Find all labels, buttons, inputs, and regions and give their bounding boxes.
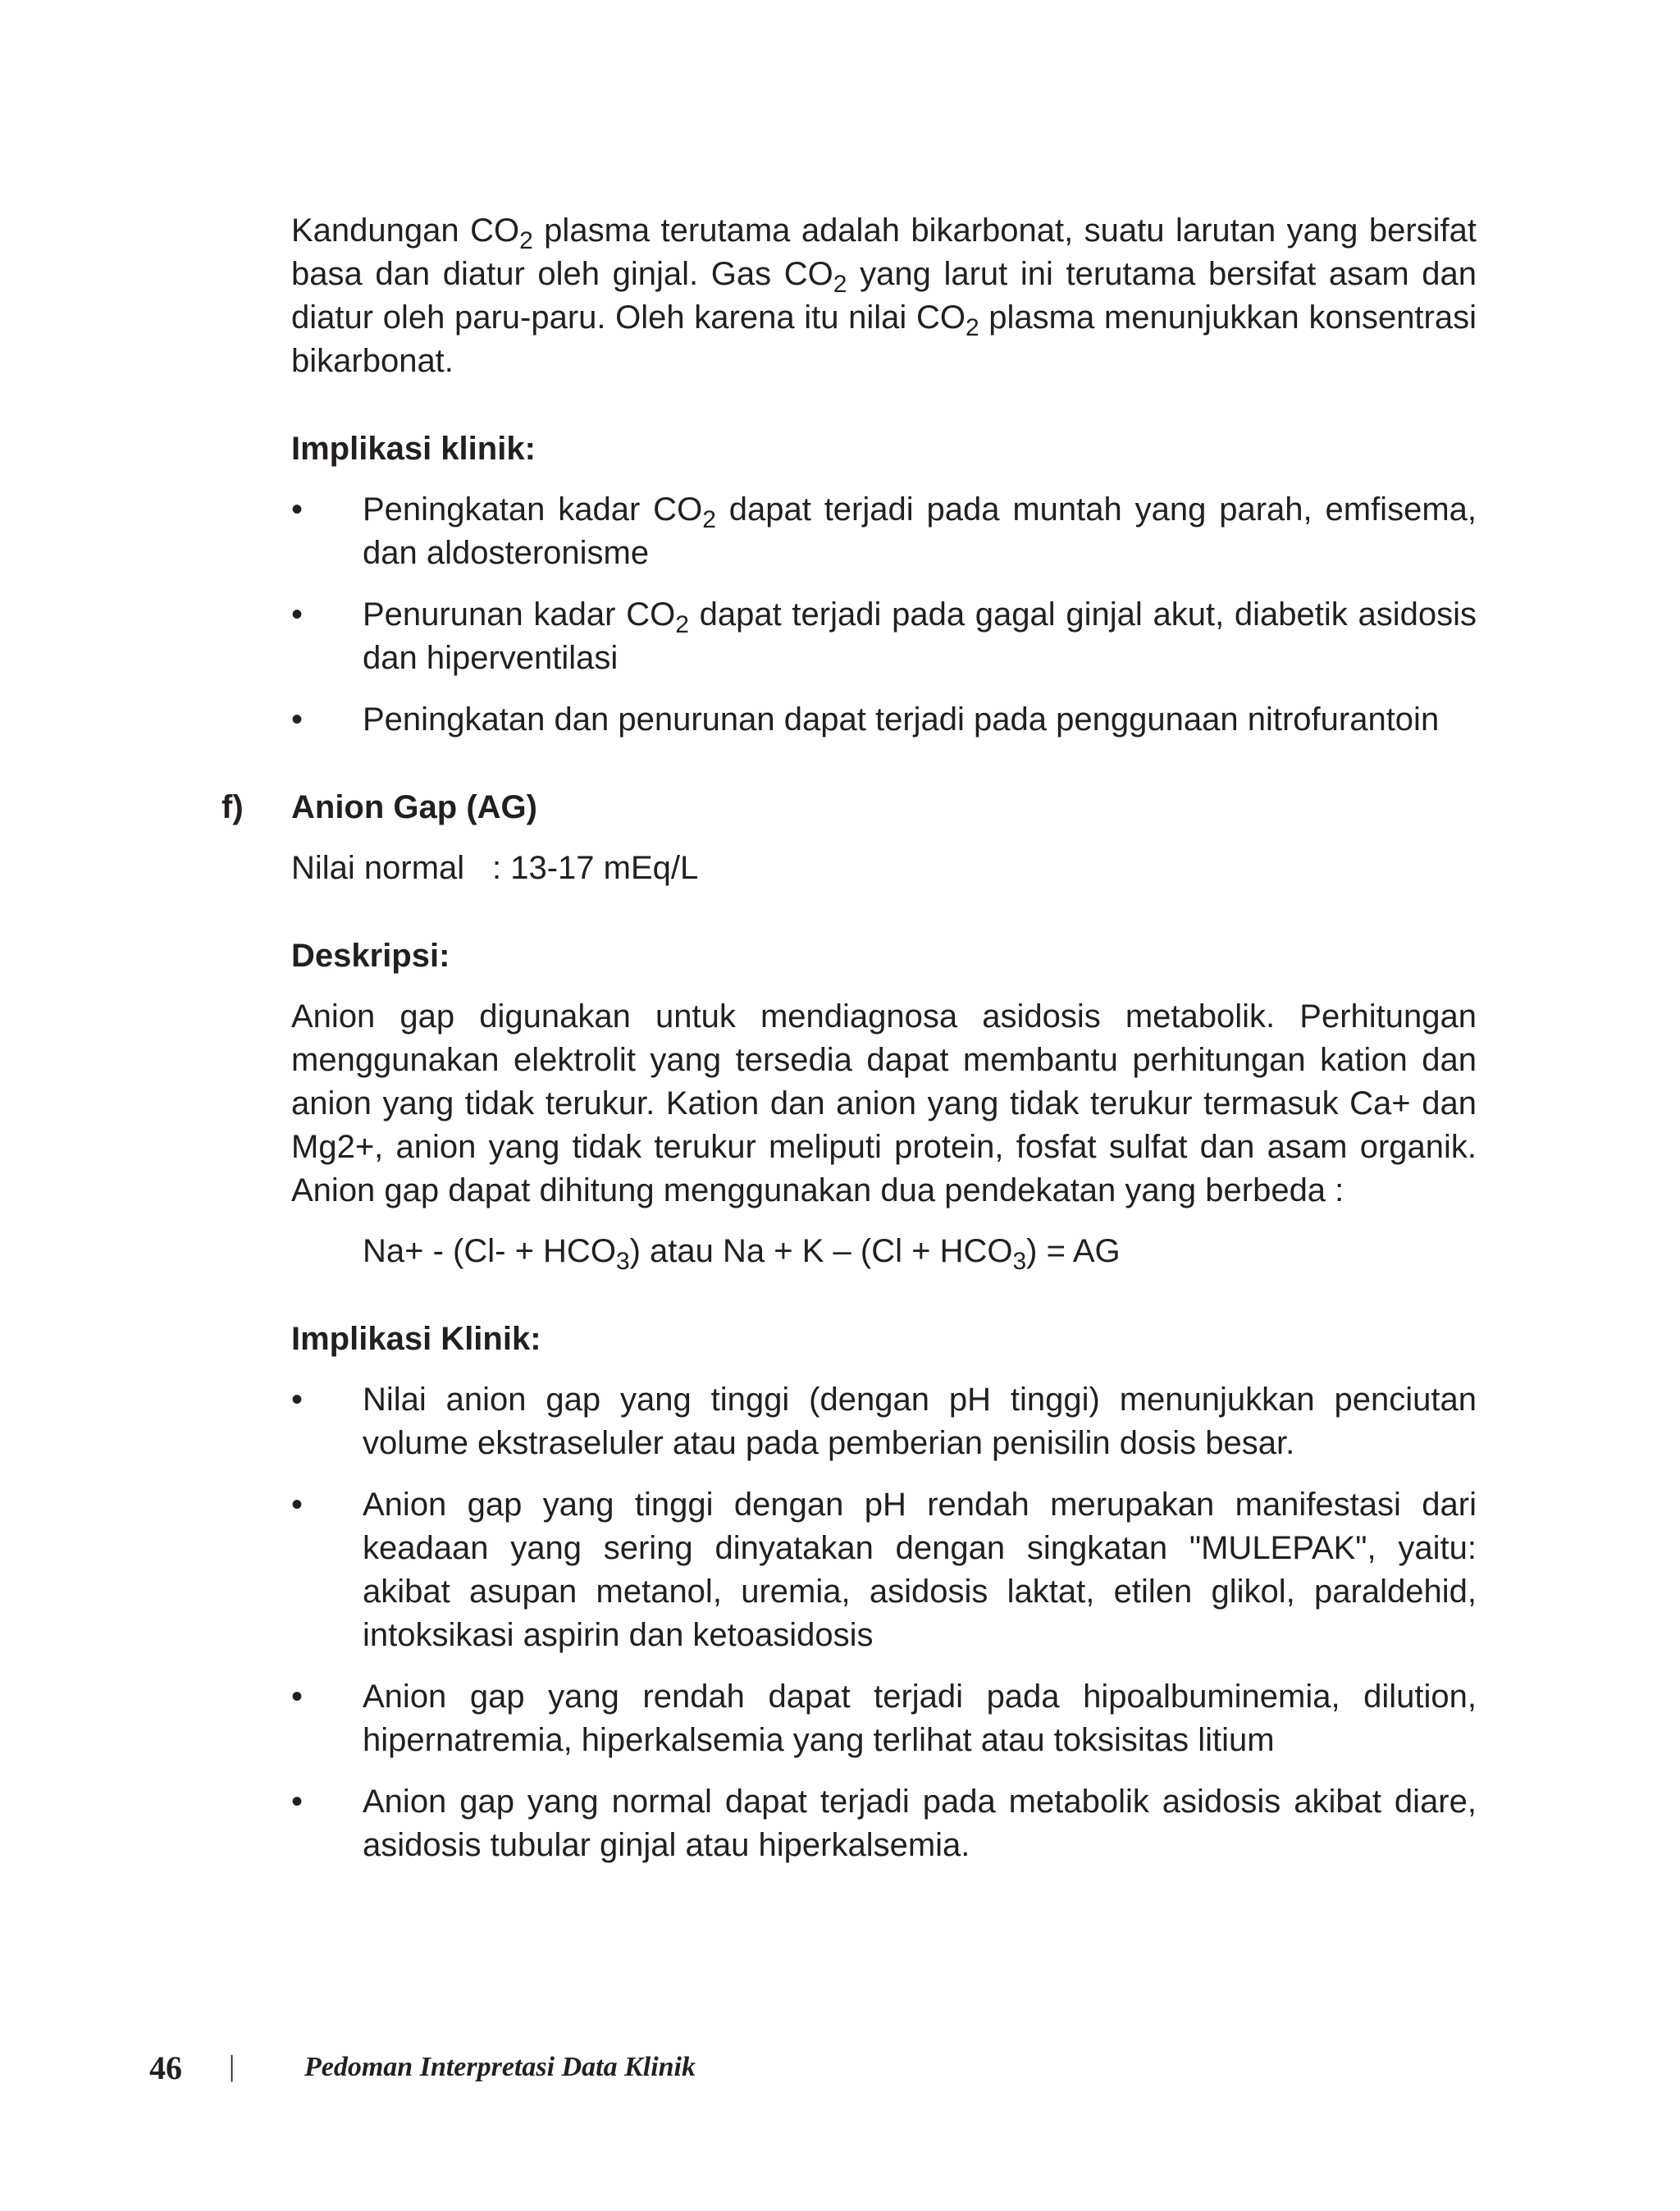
implikasi-klinik-2-list bbox=[291, 1378, 1477, 1867]
section-title: f) Anion Gap (AG) bbox=[291, 786, 1477, 829]
section-letter: f) bbox=[221, 789, 244, 825]
deskripsi-paragraph: Anion gap digunakan untuk mendiagnosa asidosis metabolik. Perhitungan menggunakan elektrolit yang tersedia dapat membantu perhitungan kation dan anion yang tidak terukur. Kation dan anion yang tidak terukur termasuk Ca+ dan Mg2+, anion yang tidak terukur meliputi protein, fosfat sulfat dan asam organik. Anion gap dapat dihitung menggunakan dua pendekatan yang berbeda : bbox=[291, 998, 1477, 1208]
list-item: • Anion gap yang rendah dapat terjadi pada hipoalbuminemia, dilution, hipernatremia, hiperkalsemia yang terlihat atau toksisitas litium bbox=[291, 1675, 1477, 1762]
bullet-icon: • bbox=[291, 1679, 304, 1715]
normal-value: : 13-17 mEq/L bbox=[492, 850, 699, 886]
list-item: • Anion gap yang tinggi dengan pH rendah merupakan manifestasi dari keadaan yang sering dinyatakan dengan singkatan "MULEPAK", yaitu: akibat asupan metanol, uremia, asidosis laktat, etilen glikol, paraldehid, intoksikasi aspirin dan ketoasidosis bbox=[291, 1483, 1477, 1657]
book-title: Pedoman Interpretasi Data Klinik bbox=[304, 2052, 696, 2082]
normal-value-row bbox=[291, 847, 1477, 890]
normal-value-label: Nilai normal bbox=[291, 850, 465, 886]
list-item: • Anion gap yang normal dapat terjadi pada metabolik asidosis akibat diare, asidosis tubular ginjal atau hiperkalsemia. bbox=[291, 1780, 1477, 1867]
bullet-icon: • bbox=[291, 1382, 304, 1418]
bullet-icon: • bbox=[291, 491, 304, 528]
implikasi-klinik-list bbox=[291, 488, 1477, 742]
bullet-icon: • bbox=[291, 1487, 304, 1523]
implikasi-klinik-2-heading: Implikasi Klinik: bbox=[291, 1321, 541, 1357]
bullet-icon: • bbox=[291, 1784, 304, 1820]
bullet-icon: • bbox=[291, 596, 304, 633]
list-item: • Peningkatan kadar $CO_2$ dapat terjadi pada muntah yang parah, emfisema, dan aldosteronisme bbox=[291, 488, 1477, 575]
list-item: • Penurunan kadar $CO_2$ dapat terjadi pada gagal ginjal akut, diabetik asidosis dan hiperventilasi bbox=[291, 593, 1477, 680]
page-content bbox=[221, 209, 1477, 1867]
deskripsi-heading: Deskripsi: bbox=[291, 938, 450, 974]
list-item: • Nilai anion gap yang tinggi (dengan pH tinggi) menunjukkan penciutan volume ekstraseluler atau pada pemberian penisilin dosis besar. bbox=[291, 1378, 1477, 1465]
bullet-icon: • bbox=[291, 701, 304, 738]
page-number: 46 bbox=[149, 2049, 182, 2086]
footer-separator: | bbox=[229, 2049, 235, 2082]
implikasi-klinik-heading: Implikasi klinik: bbox=[291, 431, 536, 467]
anion-gap-formula: $Na+ - (Cl- + HCO_3)$ atau $Na + K - (Cl + HCO_3)$ = AG bbox=[363, 1233, 1121, 1275]
list-item: • Peningkatan dan penurunan dapat terjadi pada penggunaan nitrofurantoin bbox=[291, 698, 1477, 742]
intro-paragraph: Kandungan $CO_2$ plasma terutama adalah bikarbonat, suatu larutan yang bersifat basa dan diatur oleh ginjal. Gas $CO_2$ yang larut ini terutama bersifat asam dan diatur oleh paru-paru. Oleh karena itu nilai $CO_2$ plasma menunjukkan konsentrasi bikarbonat. bbox=[291, 212, 1477, 379]
